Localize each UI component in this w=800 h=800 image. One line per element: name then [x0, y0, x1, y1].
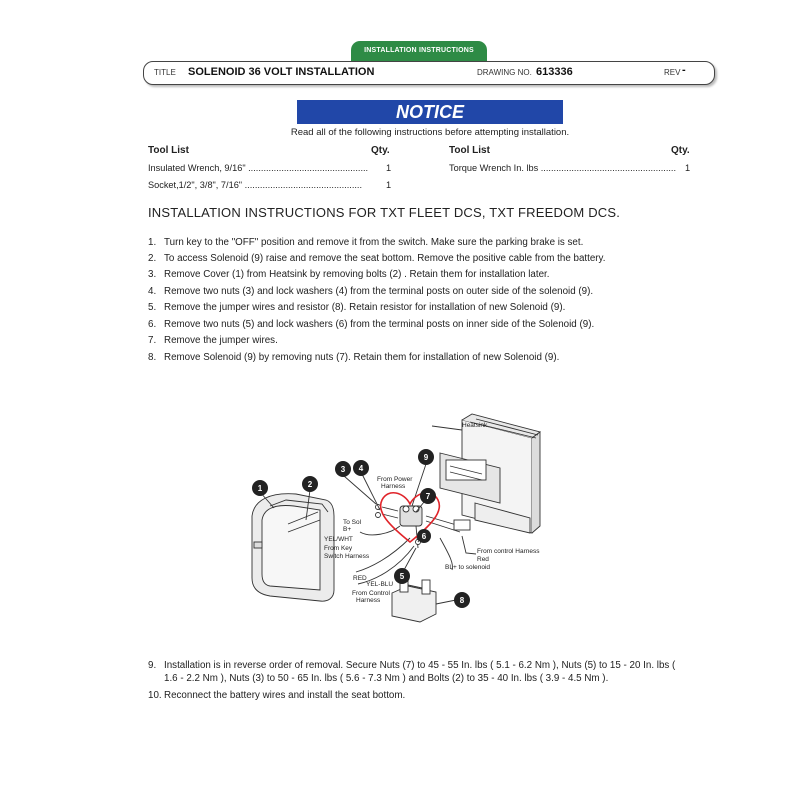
callout-2-label: 2 — [307, 480, 313, 489]
step-item — [148, 269, 550, 280]
resistor-drawing — [392, 578, 436, 622]
step-number: 1. — [148, 237, 157, 248]
notice-subtitle: Read all of the following instructions before attempting installation. — [290, 127, 570, 138]
step-number: 2. — [148, 253, 157, 264]
step-item — [148, 253, 605, 264]
step-text: Remove Cover (1) from Heatsink by removing bolts (2) . Retain them for installation later. — [164, 269, 550, 280]
step-item — [148, 690, 405, 701]
step-text: Remove two nuts (3) and lock washers (4) from the terminal posts on outer side of the solenoid (9). — [164, 286, 594, 297]
step-number: 7. — [148, 335, 157, 346]
rev-label: REV — [664, 68, 681, 77]
step-item — [148, 319, 594, 330]
heatsink-drawing — [440, 414, 540, 533]
step-item — [148, 660, 675, 671]
drawing-no: 613336 — [536, 66, 573, 78]
step-number: 10. — [148, 690, 162, 701]
label-yel-blu: YEL-BLU — [366, 581, 394, 588]
tool-item-qty: 1 — [685, 163, 691, 173]
step-text: Remove two nuts (5) and lock washers (6) from the terminal posts on inner side of the Solenoid (9). — [164, 319, 595, 330]
step-number: 4. — [148, 286, 157, 297]
callout-8-label: 8 — [459, 596, 465, 605]
solenoid-diagram — [240, 408, 560, 648]
callout-5-label: 5 — [399, 572, 405, 581]
label-bl-to-solenoid: BL+ to solenoid — [445, 564, 490, 571]
step-number: 5. — [148, 302, 157, 313]
step-text: Remove the jumper wires and resistor (8). Retain resistor for installation of new Solenoid (9). — [164, 302, 566, 313]
label-from-control-harness-right: From control Harness — [477, 548, 540, 555]
label-from-power: From Power — [377, 476, 413, 483]
document-type-tab: INSTALLATION INSTRUCTIONS — [351, 41, 487, 63]
callout-6-label: 6 — [421, 532, 427, 541]
label-from-control-harness: Harness — [356, 597, 381, 604]
step-number: 6. — [148, 319, 157, 330]
step-item — [148, 286, 593, 297]
tool-list-heading: Tool List — [449, 145, 490, 156]
solenoid-drawing — [356, 505, 476, 585]
label-red: RED — [353, 575, 367, 582]
label-to-sol: To Sol — [343, 519, 362, 526]
step-number: 9. — [148, 660, 157, 671]
tool-list-qty-heading: Qty. — [671, 145, 690, 156]
notice-banner: NOTICE — [297, 100, 563, 124]
step-text-continued: 1.6 - 2.2 Nm ), Nuts (3) to 50 - 65 In. lbs ( 5.6 - 7.3 Nm ) and Bolts (2) to 35 - 40 In. lbs ( 3.9 - 4.5 Nm ). — [164, 673, 609, 684]
callout-4-label: 4 — [358, 464, 364, 473]
step-number: 3. — [148, 269, 157, 280]
label-from-key-harness: Switch Harness — [324, 553, 370, 560]
label-from-key: From Key — [324, 545, 353, 552]
title-label: TITLE — [154, 68, 176, 77]
tool-list-heading: Tool List — [148, 145, 189, 156]
step-text: Reconnect the battery wires and install the seat bottom. — [164, 690, 406, 701]
tool-list-qty-heading: Qty. — [371, 145, 390, 156]
label-from-power-harness: Harness — [381, 483, 406, 490]
step-item — [148, 335, 278, 346]
step-text: Remove Solenoid (9) by removing nuts (7). Retain them for installation of new Solenoid (9). — [164, 352, 560, 363]
tool-item-name: Insulated Wrench, 9/16" ............................................... — [148, 163, 369, 173]
tool-item-name: Torque Wrench In. lbs ..................................................... — [449, 163, 677, 173]
step-text: Turn key to the "OFF" position and remove it from the switch. Make sure the parking brake is set. — [164, 237, 584, 248]
callout-9-label: 9 — [423, 453, 429, 462]
section-heading: INSTALLATION INSTRUCTIONS FOR TXT FLEET DCS, TXT FREEDOM DCS. — [148, 205, 621, 220]
drawing-no-label: DRAWING NO. — [477, 68, 532, 77]
label-from-control: From Control — [352, 590, 390, 597]
step-text: Installation is in reverse order of removal. Secure Nuts (7) to 45 - 55 In. lbs ( 5.1 - 6.2 Nm ), Nuts (5) to 15 - 20 In. lbs ( — [164, 660, 676, 671]
step-number: 8. — [148, 352, 157, 363]
step-text: Remove the jumper wires. — [164, 335, 278, 346]
step-item — [148, 237, 583, 248]
label-red-right: Red — [477, 556, 489, 563]
step-item — [148, 352, 559, 363]
rev-value: - — [682, 64, 686, 76]
document-title: SOLENOID 36 VOLT INSTALLATION — [188, 66, 375, 78]
title-block — [143, 61, 715, 85]
step-item — [148, 302, 565, 313]
tool-item-name: Socket,1/2", 3/8", 7/16" .............................................. — [148, 180, 363, 190]
cover-drawing — [252, 494, 334, 601]
label-to-sol-b: B+ — [343, 526, 352, 533]
label-heatsink: Heatsink — [462, 422, 488, 429]
callout-7-label: 7 — [425, 492, 431, 501]
step-text: To access Solenoid (9) raise and remove the seat bottom. Remove the positive cable from the battery. — [164, 253, 606, 264]
callout-3-label: 3 — [340, 465, 346, 474]
label-yel-wht: YEL/WHT — [324, 536, 353, 543]
callout-1-label: 1 — [257, 484, 263, 493]
tool-item-qty: 1 — [386, 180, 392, 190]
tool-item-qty: 1 — [386, 163, 392, 173]
